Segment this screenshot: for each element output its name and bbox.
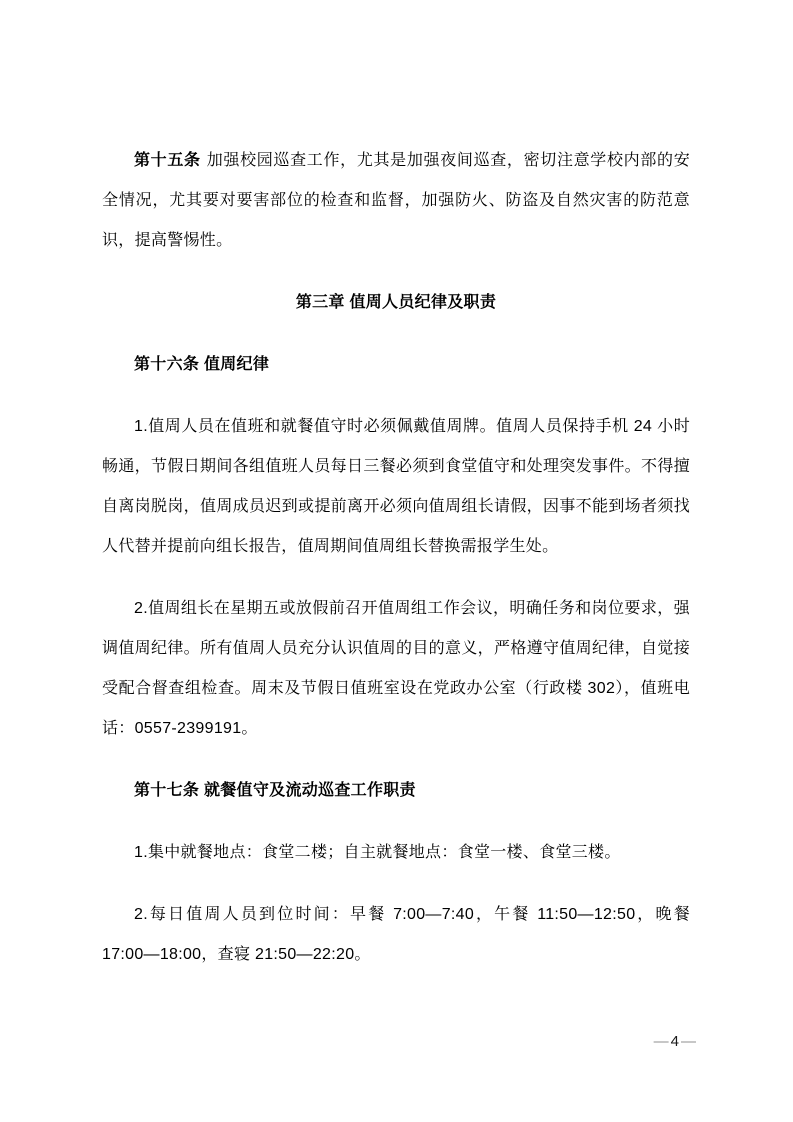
article-15-text: 加强校园巡查工作，尤其是加强夜间巡查，密切注意学校内部的安全情况，尤其要对要害部位的检查和监督，加强防火、防盗及自然灾害的防范意识，提高警惕性。 bbox=[102, 152, 691, 249]
article-16-item-2: 2.值周组长在星期五或放假前召开值周组工作会议，明确任务和岗位要求，强调值周纪律。所有值周人员充分认识值周的目的意义，严格遵守值周纪律，自觉接受配合督查组检查。周末及节假日值班室设在党政办公室（行政楼 302），值班电话：0557-2399191。 bbox=[102, 600, 690, 737]
page-number-left-dash: — bbox=[653, 1033, 670, 1050]
article-16-heading: 第十六条 值周纪律 bbox=[134, 356, 270, 373]
page-number-value: 4 bbox=[670, 1033, 680, 1050]
article-15-label: 第十五条 bbox=[134, 152, 201, 169]
article-17-heading: 第十七条 就餐值守及流动巡查工作职责 bbox=[134, 782, 416, 799]
page-number bbox=[654, 1034, 697, 1050]
article-17-item-2: 2.每日值周人员到位时间：早餐 7:00—7:40，午餐 11:50—12:50，晚餐 17:00—18:00，查寝 21:50—22:20。 bbox=[102, 906, 690, 963]
chapter-3-heading: 第三章 值周人员纪律及职责 bbox=[295, 294, 497, 311]
page-number-right-dash: — bbox=[681, 1033, 697, 1050]
paragraph-article-15 bbox=[102, 141, 690, 261]
article-16-item-1: 1.值周人员在值班和就餐值守时必须佩戴值周牌。值周人员保持手机 24 小时畅通，节假日期间各组值班人员每日三餐必须到食堂值守和处理突发事件。不得擅自离岗脱岗，值周成员迟到或提前离开必须向值周组长请假，因事不能到场者须找人代替并提前向组长报告，值周期间值周组长替换需报学生处。 bbox=[102, 418, 690, 555]
article-17-item-1: 1.集中就餐地点：食堂二楼；自主就餐地点：食堂一楼、食堂三楼。 bbox=[134, 844, 621, 861]
